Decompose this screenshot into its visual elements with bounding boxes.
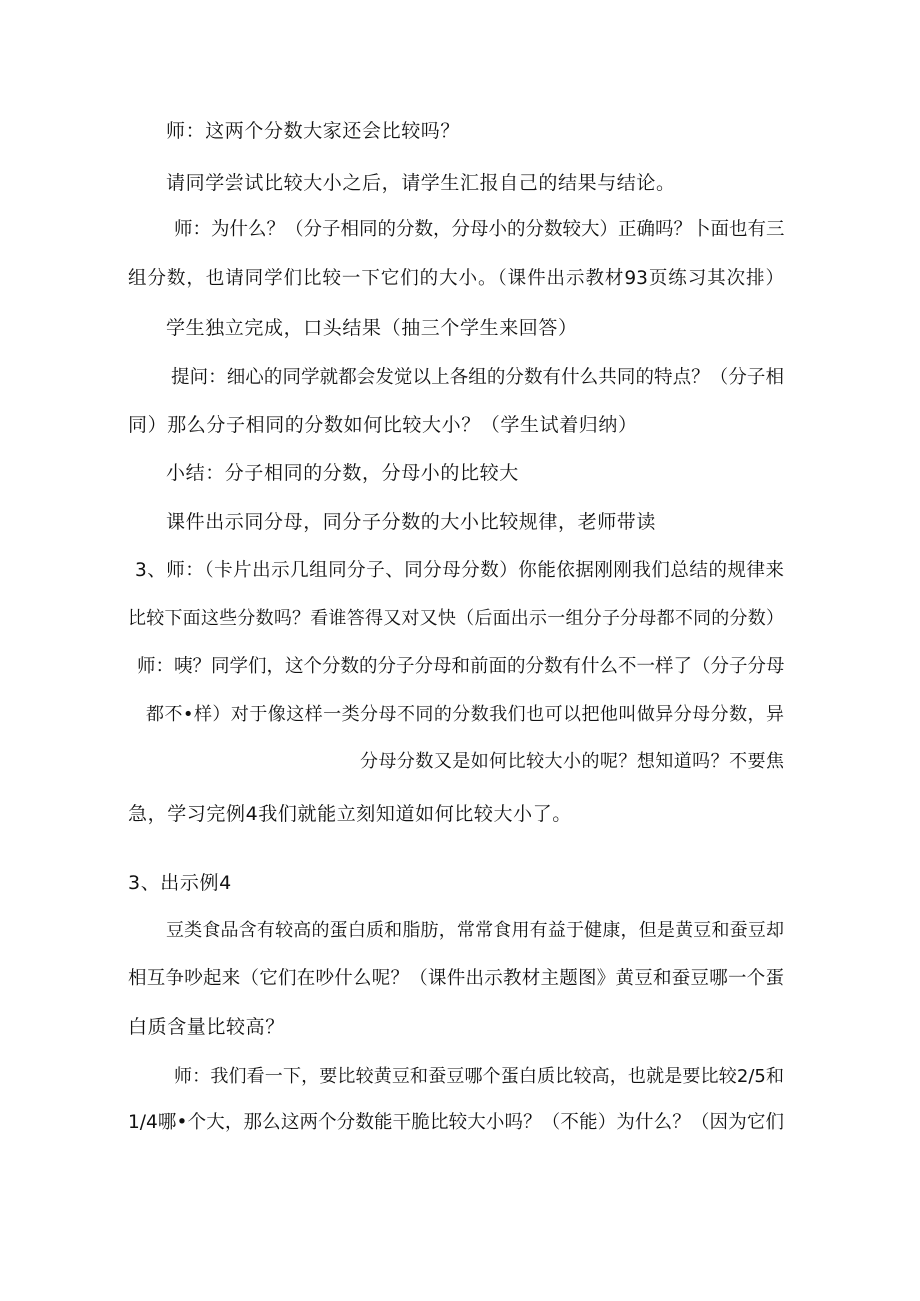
text-line-6: 提问：细心的同学就都会发觉以上各组的分数有什么共同的特点？（分子相 <box>171 367 784 388</box>
text-line-18: 相互争吵起来（它们在吵什么呢？（课件出示教材主题图》黄豆和蚕豆哪一个蛋 <box>128 968 784 989</box>
text-line-4: 组分数，也请同学们比较一下它们的大小。（课件出示教材93页练习其次排） <box>128 268 784 289</box>
text-line-3: 师：为什么？（分子相同的分数，分母小的分数较大）正确吗？卜面也有三 <box>174 219 785 240</box>
text-line-1: 师：这两个分数大家还会比较吗？ <box>166 120 461 142</box>
text-line-5: 学生独立完成，口头结果（抽三个学生来回答） <box>166 317 578 339</box>
text-line-12: 师：咦？同学们，这个分数的分子分母和前面的分数有什么不一样了（分子分母 <box>137 656 785 677</box>
text-line-19: 白质含量比较高？ <box>128 1016 285 1038</box>
section-heading: 3、出示例4 <box>128 872 232 894</box>
text-line-13: 都不•样）对于像这样一类分母不同的分数我们也可以把他叫做异分母分数，异 <box>146 704 784 725</box>
text-line-20: 师：我们看一下，要比较黄豆和蚕豆哪个蛋白质比较高，也就是要比较2/5和 <box>174 1066 784 1087</box>
text-line-17: 豆类食品含有较高的蛋白质和脂肪，常常食用有益于健康，但是黄豆和蚕豆却 <box>166 920 784 941</box>
text-line-15: 急，学习完例4我们就能立刻知道如何比较大小了。 <box>128 803 572 825</box>
text-line-2: 请同学尝试比较大小之后，请学生汇报自己的结果与结论。 <box>166 172 676 194</box>
text-line-21: 1/4哪•个大，那么这两个分数能干脆比较大小吗？（不能）为什么？（因为它们 <box>128 1112 784 1133</box>
text-line-10: 3、师：（卡片出示几组同分子、同分母分数）你能依据刚刚我们总结的规律来 <box>135 560 784 581</box>
text-line-8: 小结：分子相同的分数，分母小的比较大 <box>166 462 519 484</box>
text-line-9: 课件出示同分母，同分子分数的大小比较规律，老师带读 <box>166 511 657 533</box>
text-line-14: 分母分数又是如何比较大小的呢？想知道吗？不要焦 <box>360 751 784 772</box>
text-line-11: 比较下面这些分数吗？看谁答得又对又快（后面出示一组分子分母都不同的分数） <box>128 608 784 629</box>
text-line-7: 同）那么分子相同的分数如何比较大小？（学生试着归纳） <box>128 414 638 436</box>
